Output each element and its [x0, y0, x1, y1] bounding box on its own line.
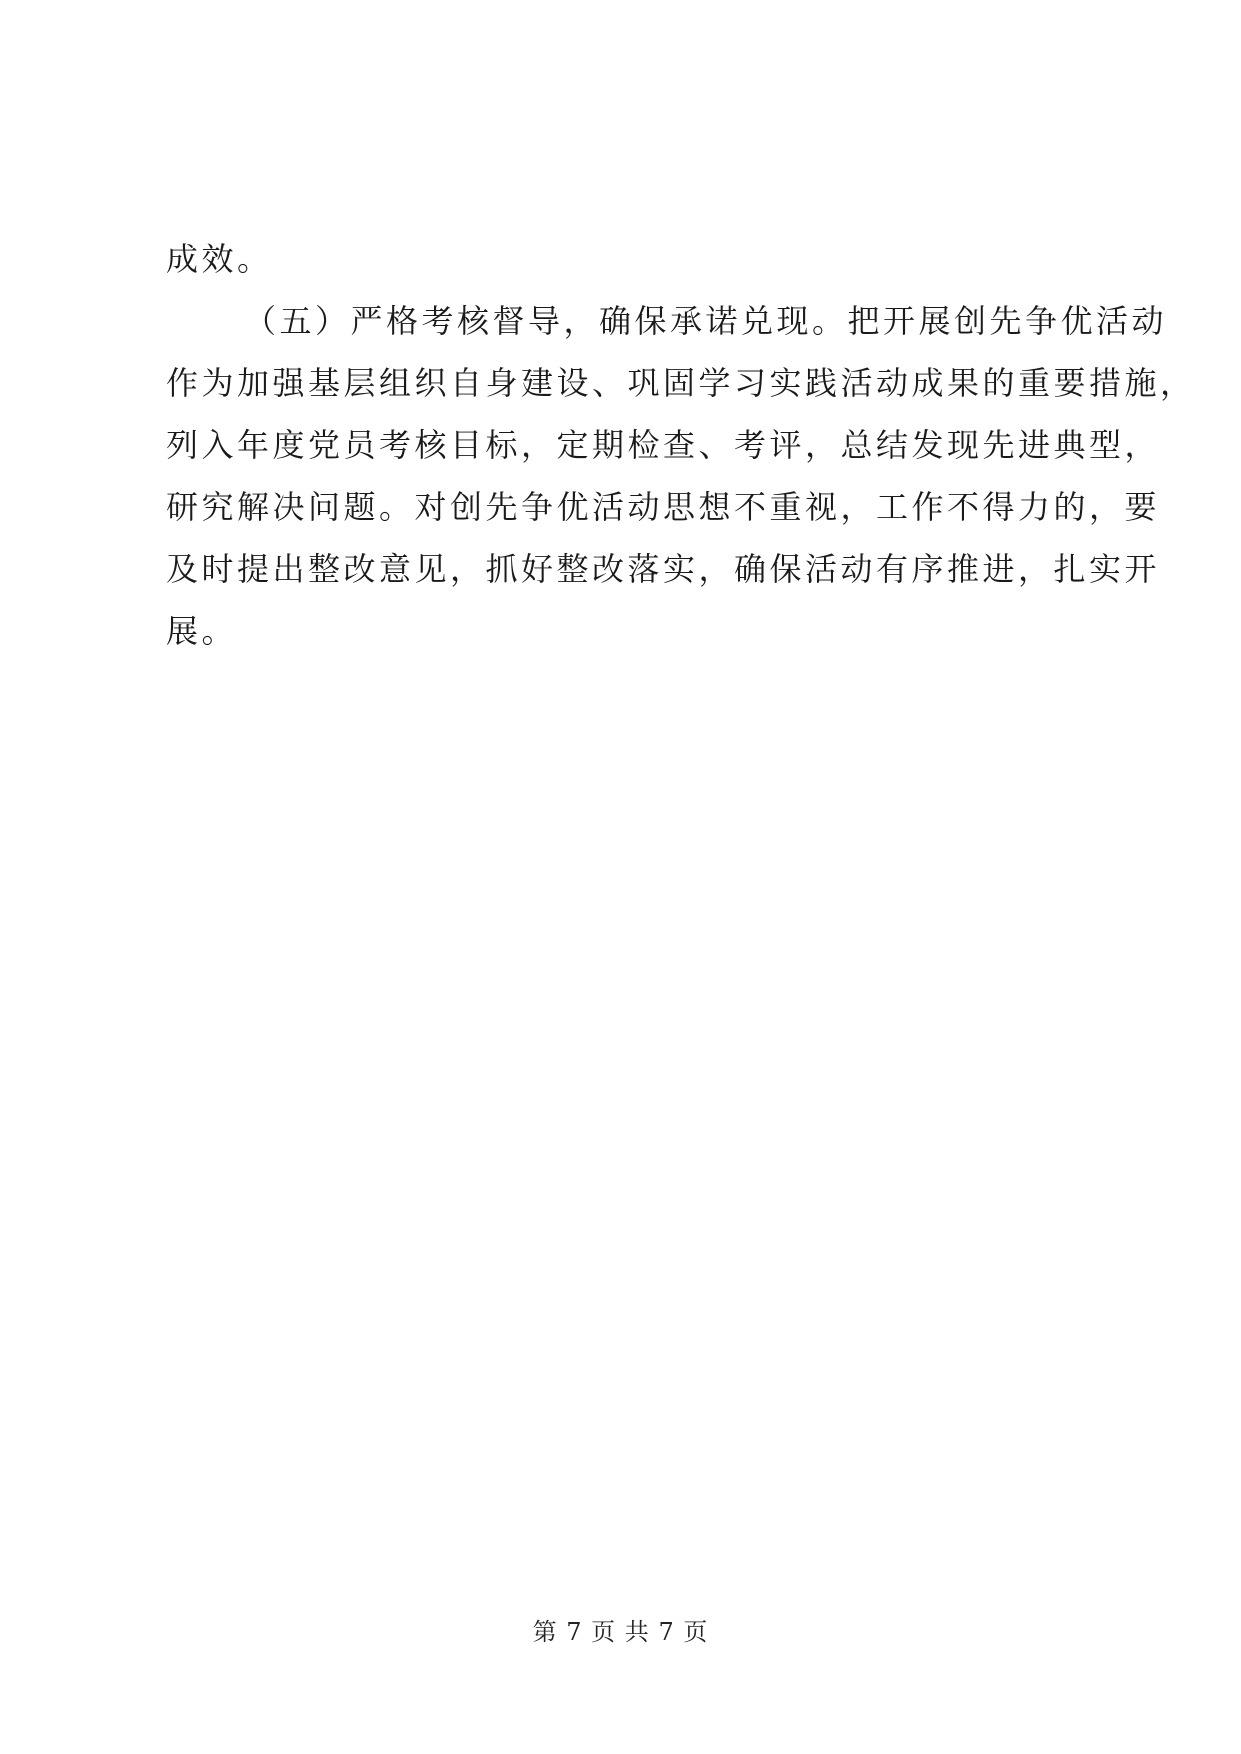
text-line: 作为加强基层组织自身建设、巩固学习实践活动成果的重要措施， — [166, 364, 1196, 402]
body-text — [166, 228, 1196, 662]
paragraph-start-line: （五）严格考核督导，确保承诺兑现。把开展创先争优活动 — [244, 302, 1168, 340]
text-line: 展。 — [166, 612, 238, 650]
text-line: 研究解决问题。对创先争优活动思想不重视，工作不得力的，要 — [166, 488, 1161, 526]
text-line: 列入年度党员考核目标，定期检查、考评，总结发现先进典型， — [166, 426, 1161, 464]
page-footer: 第 7 页 共 7 页 — [532, 1618, 709, 1646]
text-line: 成效。 — [166, 240, 273, 278]
text-line: 及时提出整改意见，抓好整改落实，确保活动有序推进，扎实开 — [166, 550, 1161, 588]
